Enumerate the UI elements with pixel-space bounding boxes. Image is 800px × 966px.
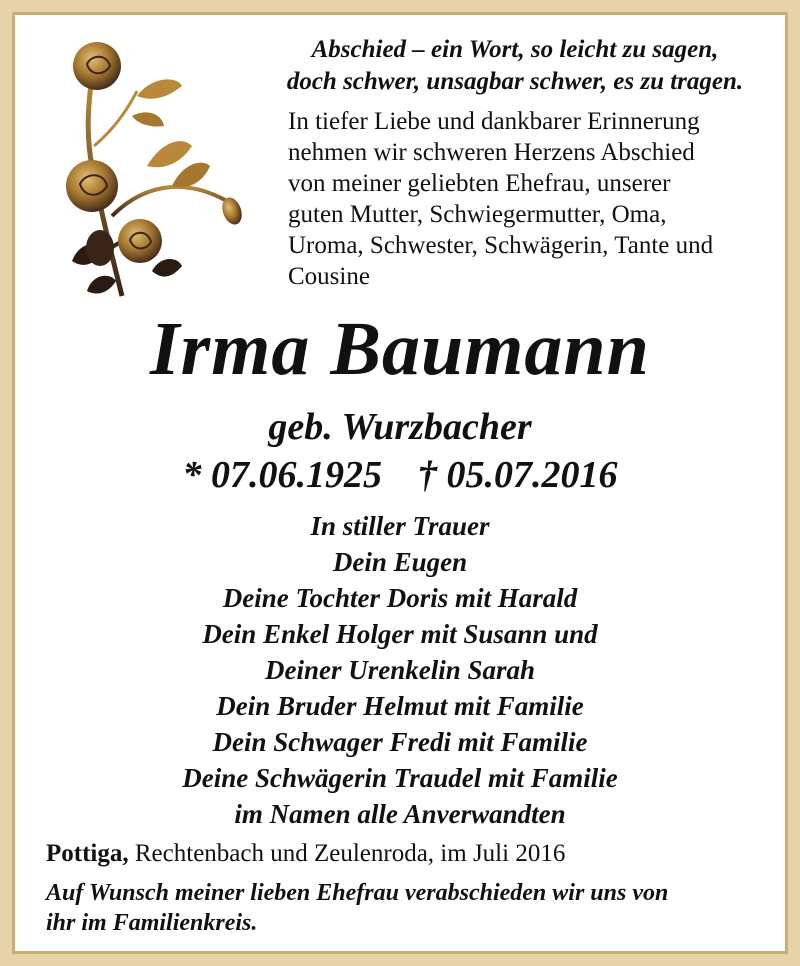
intro-line: In tiefer Liebe und dankbarer Erinnerung (288, 108, 700, 135)
place-and-date (46, 838, 766, 870)
place-rest: Rechtenbach und Zeulenroda, im Juli 2016 (128, 840, 566, 867)
motto-verse (250, 34, 780, 98)
mourner-line: In stiller Trauer (310, 511, 490, 541)
mourner-line: Deiner Urenkelin Sarah (264, 655, 536, 685)
roses-icon (52, 36, 252, 306)
life-dates (0, 452, 800, 498)
motto-line-1: Abschied – ein Wort, so leicht zu sagen, (311, 36, 719, 63)
intro-line: von meiner geliebten Ehefrau, unserer (288, 170, 671, 197)
place-town: Pottiga, (46, 840, 129, 867)
mourner-line: Dein Eugen (332, 547, 468, 577)
intro-line: nehmen wir schweren Herzens Abschied (288, 139, 695, 166)
mourner-line: im Namen alle Anverwandten (234, 799, 566, 829)
intro-line: Uroma, Schwester, Schwägerin, Tante und (288, 232, 714, 259)
intro-text (288, 106, 778, 292)
maiden-name: geb. Wurzbacher (268, 406, 532, 448)
wish-line-1: Auf Wunsch meiner lieben Ehefrau verabschieden wir uns von (46, 880, 669, 906)
wish-line-2: ihr im Familienkreis. (46, 910, 258, 936)
mourner-line: Dein Bruder Helmut mit Familie (216, 691, 584, 721)
mourners-list (0, 508, 800, 832)
mourner-line: Deine Tochter Doris mit Harald (222, 583, 578, 613)
mourner-line: Dein Schwager Fredi mit Familie (212, 727, 588, 757)
intro-line: Cousine (288, 263, 370, 290)
deceased-name: Irma Baumann (150, 307, 650, 391)
mourner-line: Dein Enkel Holger mit Susann und (202, 619, 598, 649)
death-date: † 05.07.2016 (418, 454, 618, 496)
mourner-line: Deine Schwägerin Traudel mit Familie (182, 763, 618, 793)
motto-line-2: doch schwer, unsagbar schwer, es zu tragen. (286, 68, 744, 95)
intro-line: guten Mutter, Schwiegermutter, Oma, (288, 201, 667, 228)
birth-date: * 07.06.1925 (182, 454, 382, 496)
family-wish-note (46, 878, 776, 938)
